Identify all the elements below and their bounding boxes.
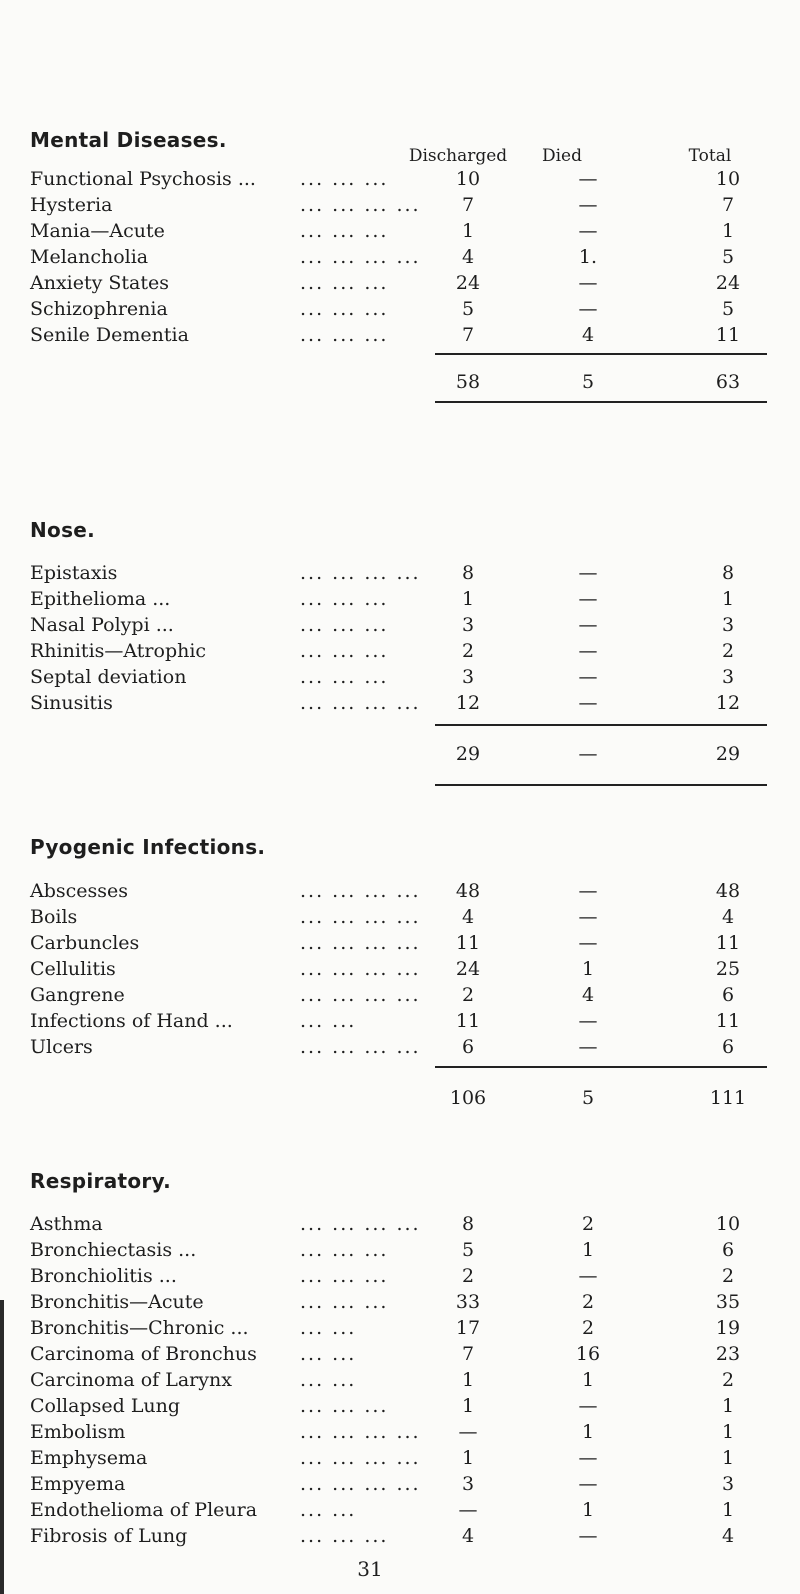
table-row xyxy=(30,324,770,348)
leader-dots: ... ... ... xyxy=(300,220,389,242)
total-value: 25 xyxy=(715,958,741,980)
discharged-value: 7 xyxy=(461,324,475,346)
grand-total: 29 xyxy=(715,743,741,765)
died-value: 4 xyxy=(581,324,595,346)
subtotal-rule xyxy=(435,1066,767,1068)
table-row xyxy=(30,932,770,956)
table-row xyxy=(30,614,770,638)
died-value: 1 xyxy=(581,1369,595,1391)
discharged-value: 1 xyxy=(461,1369,475,1391)
total-value: 3 xyxy=(721,614,735,636)
table-row xyxy=(30,984,770,1008)
discharged-value: 4 xyxy=(461,906,475,928)
page-edge-mark xyxy=(0,1300,4,1594)
row-label: Cellulitis xyxy=(30,958,116,980)
discharged-value: 7 xyxy=(461,194,475,216)
table-row xyxy=(30,1265,770,1289)
header-discharged: Discharged xyxy=(408,146,508,166)
section-title-nose: Nose. xyxy=(30,518,96,542)
leader-dots: ... ... ... xyxy=(300,1239,389,1261)
row-label: Sinusitis xyxy=(30,692,113,714)
died-value: 1 xyxy=(581,1499,595,1521)
leader-dots: ... ... ... ... xyxy=(300,692,421,714)
total-value: 35 xyxy=(715,1291,741,1313)
row-label: Emphysema xyxy=(30,1447,148,1469)
discharged-value: 24 xyxy=(455,958,481,980)
table-row xyxy=(30,1369,770,1393)
row-label: Mania—Acute xyxy=(30,220,165,242)
table-row xyxy=(30,1499,770,1523)
died-value: 1. xyxy=(578,246,598,268)
total-rule xyxy=(435,401,767,403)
row-label: Schizophrenia xyxy=(30,298,168,320)
died-value: — xyxy=(578,1010,598,1032)
table-row xyxy=(30,1291,770,1315)
row-label: Bronchiolitis ... xyxy=(30,1265,177,1287)
table-row xyxy=(30,1395,770,1419)
died-value: — xyxy=(578,614,598,636)
discharged-value: 7 xyxy=(461,1343,475,1365)
row-label: Epithelioma ... xyxy=(30,588,171,610)
died-total: — xyxy=(578,743,598,765)
total-value: 10 xyxy=(715,168,741,190)
totals-row xyxy=(30,1087,770,1111)
died-value: 2 xyxy=(581,1213,595,1235)
table-row xyxy=(30,298,770,322)
total-value: 11 xyxy=(715,1010,741,1032)
leader-dots: ... ... ... ... xyxy=(300,906,421,928)
table-row xyxy=(30,1343,770,1367)
leader-dots: ... ... ... ... xyxy=(300,1473,421,1495)
table-row xyxy=(30,588,770,612)
row-label: Hysteria xyxy=(30,194,113,216)
total-value: 3 xyxy=(721,666,735,688)
discharged-value: 1 xyxy=(461,220,475,242)
discharged-value: 11 xyxy=(455,932,481,954)
grand-total: 63 xyxy=(715,371,741,393)
leader-dots: ... ... ... ... xyxy=(300,932,421,954)
table-row xyxy=(30,1010,770,1034)
leader-dots: ... ... ... ... xyxy=(300,984,421,1006)
leader-dots: ... ... ... ... xyxy=(300,1447,421,1469)
table-row xyxy=(30,220,770,244)
discharged-value: 2 xyxy=(461,640,475,662)
row-label: Endothelioma of Pleura xyxy=(30,1499,258,1521)
discharged-total: 106 xyxy=(449,1087,487,1109)
discharged-value: 3 xyxy=(461,614,475,636)
row-label: Carcinoma of Bronchus xyxy=(30,1343,257,1365)
table-row xyxy=(30,1239,770,1263)
table-row xyxy=(30,1421,770,1445)
discharged-value: 3 xyxy=(461,1473,475,1495)
leader-dots: ... ... ... ... xyxy=(300,958,421,980)
section-title-pyogenic-infections: Pyogenic Infections. xyxy=(30,835,266,859)
total-value: 2 xyxy=(721,640,735,662)
leader-dots: ... ... ... ... xyxy=(300,562,421,584)
discharged-value: 8 xyxy=(461,562,475,584)
died-value: — xyxy=(578,1265,598,1287)
total-value: 8 xyxy=(721,562,735,584)
total-value: 4 xyxy=(721,906,735,928)
table-row xyxy=(30,246,770,270)
row-label: Functional Psychosis ... xyxy=(30,168,256,190)
table-row xyxy=(30,562,770,586)
leader-dots: ... ... ... ... xyxy=(300,1213,421,1235)
discharged-value: 4 xyxy=(461,246,475,268)
row-label: Senile Dementia xyxy=(30,324,189,346)
died-value: — xyxy=(578,168,598,190)
total-value: 23 xyxy=(715,1343,741,1365)
table-row xyxy=(30,666,770,690)
total-value: 1 xyxy=(721,1499,735,1521)
discharged-value: 24 xyxy=(455,272,481,294)
leader-dots: ... ... ... ... xyxy=(300,194,421,216)
table-row xyxy=(30,692,770,716)
total-value: 11 xyxy=(715,324,741,346)
total-value: 19 xyxy=(715,1317,741,1339)
total-value: 1 xyxy=(721,588,735,610)
leader-dots: ... ... ... xyxy=(300,1265,389,1287)
died-value: 1 xyxy=(581,1421,595,1443)
row-label: Bronchiectasis ... xyxy=(30,1239,197,1261)
table-row xyxy=(30,1317,770,1341)
row-label: Nasal Polypi ... xyxy=(30,614,174,636)
header-total: Total xyxy=(688,146,732,166)
died-value: — xyxy=(578,298,598,320)
row-label: Rhinitis—Atrophic xyxy=(30,640,207,662)
leader-dots: ... ... ... xyxy=(300,168,389,190)
discharged-value: 3 xyxy=(461,666,475,688)
row-label: Abscesses xyxy=(30,880,129,902)
total-value: 6 xyxy=(721,1036,735,1058)
died-value: 4 xyxy=(581,984,595,1006)
leader-dots: ... ... ... xyxy=(300,640,389,662)
total-value: 3 xyxy=(721,1473,735,1495)
table-row xyxy=(30,958,770,982)
table-row xyxy=(30,640,770,664)
died-value: — xyxy=(578,272,598,294)
total-value: 7 xyxy=(721,194,735,216)
died-value: — xyxy=(578,932,598,954)
table-row xyxy=(30,1447,770,1471)
row-label: Embolism xyxy=(30,1421,126,1443)
died-value: 1 xyxy=(581,1239,595,1261)
leader-dots: ... ... xyxy=(300,1317,357,1339)
discharged-value: 1 xyxy=(461,588,475,610)
died-value: 1 xyxy=(581,958,595,980)
row-label: Bronchitis—Acute xyxy=(30,1291,204,1313)
leader-dots: ... ... ... ... xyxy=(300,1421,421,1443)
page-number: 31 xyxy=(357,1557,383,1581)
leader-dots: ... ... xyxy=(300,1010,357,1032)
row-label: Epistaxis xyxy=(30,562,118,584)
leader-dots: ... ... ... xyxy=(300,1525,389,1547)
table-row xyxy=(30,1473,770,1497)
discharged-value: — xyxy=(458,1421,478,1443)
row-label: Melancholia xyxy=(30,246,149,268)
discharged-value: 12 xyxy=(455,692,481,714)
row-label: Boils xyxy=(30,906,78,928)
died-value: 2 xyxy=(581,1291,595,1313)
row-label: Ulcers xyxy=(30,1036,93,1058)
row-label: Fibrosis of Lung xyxy=(30,1525,188,1547)
died-value: — xyxy=(578,220,598,242)
totals-row xyxy=(30,743,770,767)
table-row xyxy=(30,1525,770,1549)
total-value: 4 xyxy=(721,1525,735,1547)
leader-dots: ... ... ... xyxy=(300,298,389,320)
died-value: — xyxy=(578,1447,598,1469)
died-value: 16 xyxy=(575,1343,601,1365)
discharged-value: 1 xyxy=(461,1447,475,1469)
total-rule xyxy=(435,784,767,786)
total-value: 5 xyxy=(721,246,735,268)
died-total: 5 xyxy=(581,1087,595,1109)
row-label: Asthma xyxy=(30,1213,103,1235)
row-label: Carcinoma of Larynx xyxy=(30,1369,232,1391)
total-value: 2 xyxy=(721,1265,735,1287)
total-value: 48 xyxy=(715,880,741,902)
died-value: — xyxy=(578,1036,598,1058)
discharged-value: 48 xyxy=(455,880,481,902)
leader-dots: ... ... xyxy=(300,1369,357,1391)
discharged-value: 10 xyxy=(455,168,481,190)
leader-dots: ... ... ... xyxy=(300,614,389,636)
total-value: 1 xyxy=(721,1395,735,1417)
leader-dots: ... ... ... xyxy=(300,1395,389,1417)
row-label: Anxiety States xyxy=(30,272,170,294)
subtotal-rule xyxy=(435,724,767,726)
died-value: — xyxy=(578,194,598,216)
discharged-value: 33 xyxy=(455,1291,481,1313)
discharged-value: 4 xyxy=(461,1525,475,1547)
discharged-value: 5 xyxy=(461,298,475,320)
leader-dots: ... ... xyxy=(300,1499,357,1521)
row-label: Infections of Hand ... xyxy=(30,1010,233,1032)
leader-dots: ... ... xyxy=(300,1343,357,1365)
table-row xyxy=(30,1213,770,1237)
discharged-total: 58 xyxy=(455,371,481,393)
discharged-value: 5 xyxy=(461,1239,475,1261)
discharged-total: 29 xyxy=(455,743,481,765)
leader-dots: ... ... ... xyxy=(300,588,389,610)
total-value: 1 xyxy=(721,1447,735,1469)
discharged-value: 8 xyxy=(461,1213,475,1235)
table-row xyxy=(30,168,770,192)
table-row xyxy=(30,906,770,930)
total-value: 1 xyxy=(721,220,735,242)
leader-dots: ... ... ... xyxy=(300,272,389,294)
row-label: Gangrene xyxy=(30,984,125,1006)
discharged-value: 6 xyxy=(461,1036,475,1058)
leader-dots: ... ... ... xyxy=(300,666,389,688)
total-value: 24 xyxy=(715,272,741,294)
total-value: 2 xyxy=(721,1369,735,1391)
died-value: — xyxy=(578,906,598,928)
total-value: 11 xyxy=(715,932,741,954)
leader-dots: ... ... ... ... xyxy=(300,880,421,902)
leader-dots: ... ... ... ... xyxy=(300,246,421,268)
discharged-value: 17 xyxy=(455,1317,481,1339)
discharged-value: — xyxy=(458,1499,478,1521)
section-title-mental-diseases: Mental Diseases. xyxy=(30,128,227,152)
died-value: — xyxy=(578,880,598,902)
total-value: 1 xyxy=(721,1421,735,1443)
table-row xyxy=(30,880,770,904)
discharged-value: 2 xyxy=(461,984,475,1006)
died-total: 5 xyxy=(581,371,595,393)
table-row xyxy=(30,194,770,218)
row-label: Collapsed Lung xyxy=(30,1395,181,1417)
total-value: 6 xyxy=(721,1239,735,1261)
discharged-value: 1 xyxy=(461,1395,475,1417)
total-value: 6 xyxy=(721,984,735,1006)
died-value: — xyxy=(578,640,598,662)
leader-dots: ... ... ... ... xyxy=(300,1036,421,1058)
totals-row xyxy=(30,371,770,395)
died-value: — xyxy=(578,588,598,610)
died-value: — xyxy=(578,562,598,584)
died-value: — xyxy=(578,666,598,688)
row-label: Carbuncles xyxy=(30,932,140,954)
died-value: — xyxy=(578,692,598,714)
died-value: — xyxy=(578,1395,598,1417)
total-value: 12 xyxy=(715,692,741,714)
header-died: Died xyxy=(541,146,582,166)
died-value: — xyxy=(578,1473,598,1495)
row-label: Septal deviation xyxy=(30,666,187,688)
died-value: 2 xyxy=(581,1317,595,1339)
table-row xyxy=(30,1036,770,1060)
total-value: 5 xyxy=(721,298,735,320)
leader-dots: ... ... ... xyxy=(300,1291,389,1313)
table-row xyxy=(30,272,770,296)
grand-total: 111 xyxy=(709,1087,747,1109)
discharged-value: 11 xyxy=(455,1010,481,1032)
section-title-respiratory: Respiratory. xyxy=(30,1169,171,1193)
discharged-value: 2 xyxy=(461,1265,475,1287)
leader-dots: ... ... ... xyxy=(300,324,389,346)
died-value: — xyxy=(578,1525,598,1547)
subtotal-rule xyxy=(435,353,767,355)
row-label: Empyema xyxy=(30,1473,126,1495)
total-value: 10 xyxy=(715,1213,741,1235)
row-label: Bronchitis—Chronic ... xyxy=(30,1317,249,1339)
